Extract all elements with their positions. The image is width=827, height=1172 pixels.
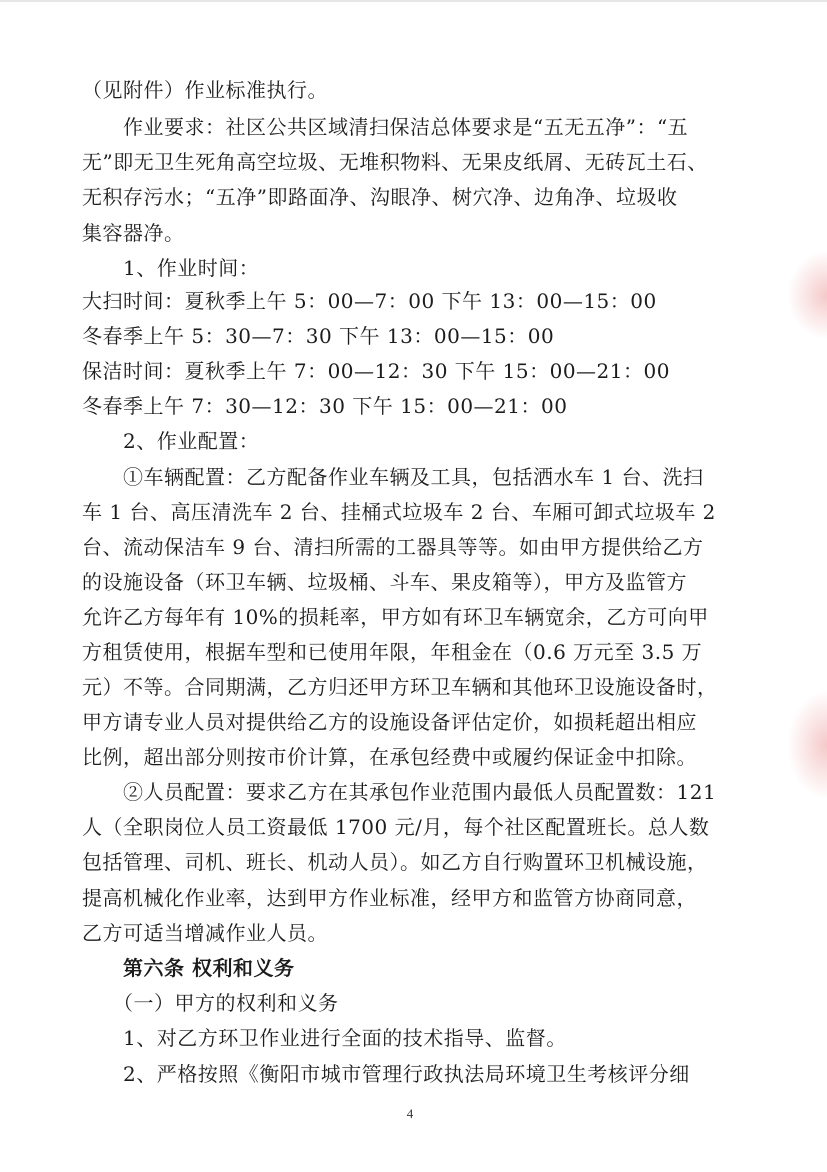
text-line-14: 台、流动保洁车 9 台、清扫所需的工器具等等。如由甲方提供给乙方: [82, 535, 704, 559]
text-line-23: 包括管理、司机、班长、机动人员）。如乙方自行购置环卫机械设施，: [82, 850, 708, 874]
text-line-29: 2、严格按照《衡阳市城市管理行政执法局环境卫生考核评分细: [82, 1062, 690, 1086]
text-line-1: （见附件）作业标准执行。: [82, 78, 328, 102]
text-line-22: 人（全职岗位人员工资最低 1700 元/月，每个社区配置班长。总人数: [82, 815, 710, 839]
text-line-15: 的设施设备（环卫车辆、垃圾桶、斗车、果皮箱等），甲方及监管方: [82, 570, 687, 594]
text-line-19: 甲方请专业人员对提供给乙方的设施设备评估定价，如损耗超出相应: [82, 710, 697, 734]
text-line-4: 无积存污水；“五净”即路面净、沟眼净、树穴净、边角净、垃圾收: [82, 185, 678, 209]
seal-mark-top: [787, 250, 827, 340]
text-line-11: 2、作业配置：: [82, 429, 260, 453]
text-line-10: 冬春季上午 7：30—12：30 下午 15：00—21：00: [82, 394, 568, 418]
text-line-8: 冬春季上午 5：30—7：30 下午 13：00—15：00: [82, 324, 555, 348]
text-line-25: 乙方可适当增减作业人员。: [82, 921, 328, 945]
text-line-9: 保洁时间：夏秋季上午 7：00—12：30 下午 15：00—21：00: [82, 359, 670, 383]
text-line-3: 无”即无卫生死角高空垃圾、无堆积物料、无果皮纸屑、无砖瓦土石、: [82, 150, 708, 174]
text-line-5: 集容器净。: [82, 221, 185, 245]
text-line-21: ②人员配置：要求乙方在其承包作业范围内最低人员配置数：121: [82, 780, 717, 804]
text-line-27: （一）甲方的权利和义务: [82, 991, 339, 1015]
section-heading-article-6: 第六条 权利和义务: [82, 956, 295, 980]
text-line-24: 提高机械化作业率，达到甲方作业标准，经甲方和监管方协商同意，: [82, 886, 697, 910]
text-line-17: 方租赁使用，根据车型和已使用年限，年租金在（0.6 万元至 3.5 万: [82, 640, 703, 664]
text-line-7: 大扫时间：夏秋季上午 5：00—7：00 下午 13：00—15：00: [82, 289, 657, 313]
scan-edge-line: [0, 0, 827, 2]
page-number: 4: [406, 1106, 414, 1121]
text-line-18: 元）不等。合同期满，乙方归还甲方环卫车辆和其他环卫设施设备时，: [82, 675, 718, 699]
seal-mark-bottom: [787, 690, 827, 800]
text-line-16: 允许乙方每年有 10%的损耗率，甲方如有环卫车辆宽余，乙方可向甲: [82, 605, 709, 629]
text-line-20: 比例，超出部分则按市价计算，在承包经费中或履约保证金中扣除。: [82, 745, 697, 769]
text-line-12: ①车辆配置：乙方配备作业车辆及工具，包括洒水车 1 台、洗扫: [82, 465, 704, 489]
text-line-28: 1、对乙方环卫作业进行全面的技术指导、监督。: [82, 1026, 567, 1050]
text-line-2: 作业要求：社区公共区域清扫保洁总体要求是“五无五净”：“五: [82, 115, 689, 139]
text-line-13: 车 1 台、高压清洗车 2 台、挂桶式垃圾车 2 台、车厢可卸式垃圾车 2: [82, 500, 716, 524]
text-line-6: 1、作业时间：: [82, 256, 260, 280]
